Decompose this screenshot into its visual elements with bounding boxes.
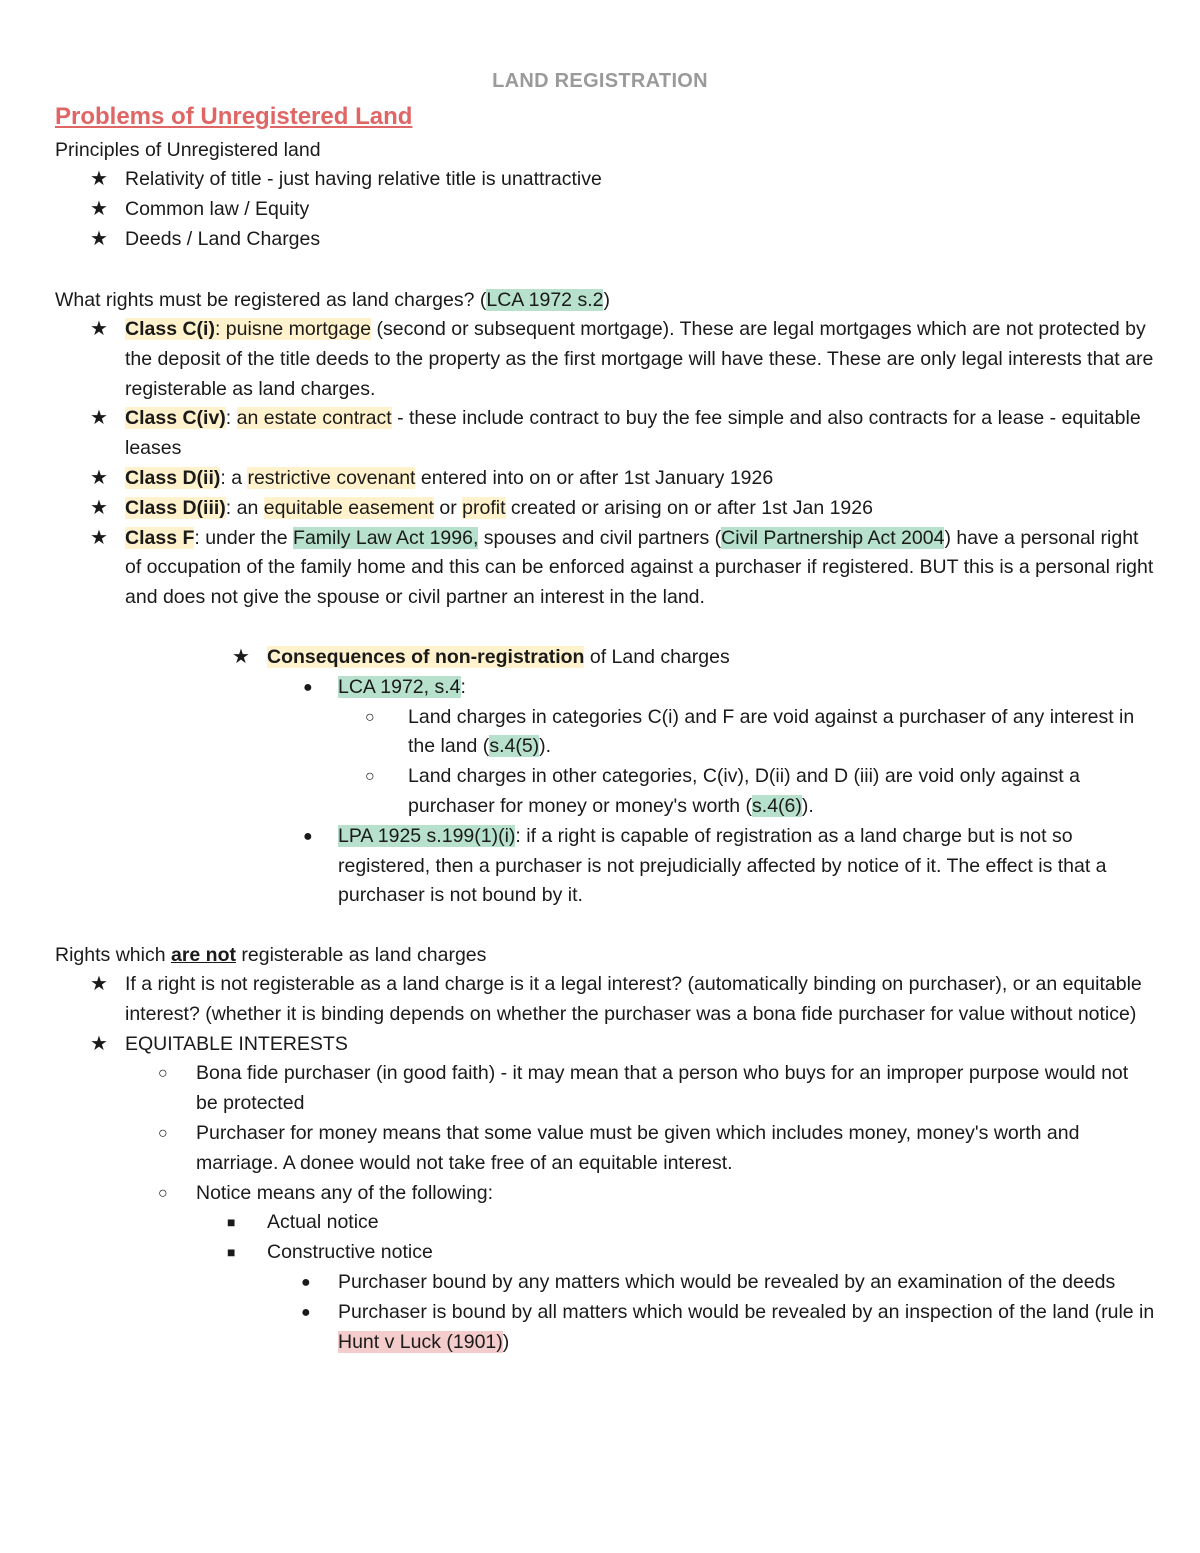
lpa-item: ● LPA 1925 s.199(1)(i): if a right is capable of registration as a land charge but is not so registered, then a purchaser is not prejudicially affected by notice of it. The effect is that a purchaser is not bound by it.: [55, 822, 1155, 911]
not-registerable-section: [55, 940, 1155, 1357]
case-ref: Hunt v Luck (1901): [338, 1330, 503, 1353]
star-bullet-icon: ★: [90, 227, 108, 250]
square-bullet-icon: ■: [227, 1214, 236, 1231]
star-bullet-icon: ★: [90, 526, 108, 549]
list-item: ● Purchaser is bound by all matters which would be revealed by an inspection of the land (rule in Hunt v Luck (1901)): [55, 1298, 1155, 1358]
consequences-item: ★ Consequences of non-registration of Land charges: [55, 643, 1155, 673]
lca-sub-item: ○ Land charges in categories C(i) and F are void against a purchaser of any interest in the land (s.4(5)).: [55, 703, 1155, 763]
square-bullet-icon: ■: [227, 1244, 236, 1261]
class-diii-item: ★ Class D(iii): an equitable easement or profit created or arising on or after 1st Jan 1926: [55, 494, 1155, 524]
circle-bullet-icon: ○: [158, 1065, 168, 1083]
star-bullet-icon: ★: [90, 318, 108, 340]
star-bullet-icon: ★: [90, 973, 108, 995]
lca-item: ● LCA 1972, s.4:: [55, 673, 1155, 703]
list-item: ○ Bona fide purchaser (in good faith) - it may mean that a person who buys for an improper purpose would not be protected: [55, 1059, 1155, 1119]
class-civ-item: ★ Class C(iv): an estate contract - these include contract to buy the fee simple and also contracts for a lease - equitable leases: [55, 404, 1155, 464]
list-item: ○ Notice means any of the following:: [55, 1179, 1155, 1209]
star-bullet-icon: ★: [90, 1032, 108, 1055]
list-item: ● Purchaser bound by any matters which would be revealed by an examination of the deeds: [55, 1268, 1155, 1298]
lca-sub-item: ○ Land charges in other categories, C(iv), D(ii) and D (iii) are void only against a purchaser for money or money's worth (s.4(6)).: [55, 762, 1155, 822]
circle-bullet-icon: ○: [158, 1184, 168, 1202]
round-bullet-icon: ●: [303, 678, 313, 696]
star-bullet-icon: ★: [90, 197, 108, 220]
star-bullet-icon: ★: [90, 407, 108, 430]
section-heading: Problems of Unregistered Land: [55, 103, 413, 130]
class-label: Class C(i): [125, 318, 215, 340]
class-ci-item: ★ Class C(i): puisne mortgage (second or subsequent mortgage). These are legal mortgages which are not protected by the deposit of the title deeds to the property as the first mortgage will have these. These are only legal interests that are registerable as land charges.: [55, 315, 1155, 404]
list-item: ★ Relativity of title - just having relative title is unattractive: [55, 165, 1155, 195]
list-item: ★ EQUITABLE INTERESTS: [55, 1030, 1155, 1060]
list-item: ★ Common law / Equity: [55, 195, 1155, 225]
class-dii-item: ★ Class D(ii): a restrictive covenant entered into on or after 1st January 1926: [55, 464, 1155, 494]
principles-section: [55, 135, 1155, 254]
class-label: Class C(iv): [125, 407, 226, 430]
circle-bullet-icon: ○: [158, 1124, 168, 1142]
star-bullet-icon: ★: [90, 466, 108, 489]
round-bullet-icon: ●: [303, 827, 313, 845]
statute-ref: LCA 1972 s.2: [486, 289, 604, 311]
list-item: ■ Actual notice: [55, 1208, 1155, 1238]
star-bullet-icon: ★: [90, 496, 108, 519]
must-register-section: [55, 285, 1155, 613]
document-title: LAND REGISTRATION: [492, 70, 708, 92]
list-item: ★ If a right is not registerable as a land charge is it a legal interest? (automatically binding on purchaser), or an equitable interest? (whether it is binding depends on whether the purchaser was a bona fide purchaser for value without notice): [55, 970, 1155, 1030]
star-bullet-icon: ★: [232, 646, 250, 668]
star-bullet-icon: ★: [90, 168, 108, 190]
class-label: Class D(ii): [125, 466, 221, 489]
consequences-section: [55, 643, 1155, 911]
class-label: Class F: [125, 526, 195, 549]
class-label: Class D(iii): [125, 496, 226, 519]
circle-bullet-icon: ○: [365, 768, 375, 786]
list-item: ○ Purchaser for money means that some value must be given which includes money, money's worth and marriage. A donee would not take free of an equitable interest.: [55, 1119, 1155, 1179]
circle-bullet-icon: ○: [365, 708, 375, 726]
class-f-item: ★ Class F: under the Family Law Act 1996, spouses and civil partners (Civil Partnership Act 2004) have a personal right of occupation of the family home and this can be enforced against a purchaser if registered. BUT this is a personal right and does not give the spouse or civil partner an interest in the land.: [55, 524, 1155, 613]
must-register-question: What rights must be registered as land charges? (LCA 1972 s.2): [55, 289, 610, 311]
not-registerable-label: Rights which are not registerable as land charges: [55, 944, 487, 966]
round-bullet-icon: ●: [301, 1303, 311, 1321]
list-item: ■ Constructive notice: [55, 1238, 1155, 1268]
round-bullet-icon: ●: [301, 1273, 311, 1291]
principles-label: Principles of Unregistered land: [55, 139, 321, 161]
list-item: ★ Deeds / Land Charges: [55, 225, 1155, 255]
